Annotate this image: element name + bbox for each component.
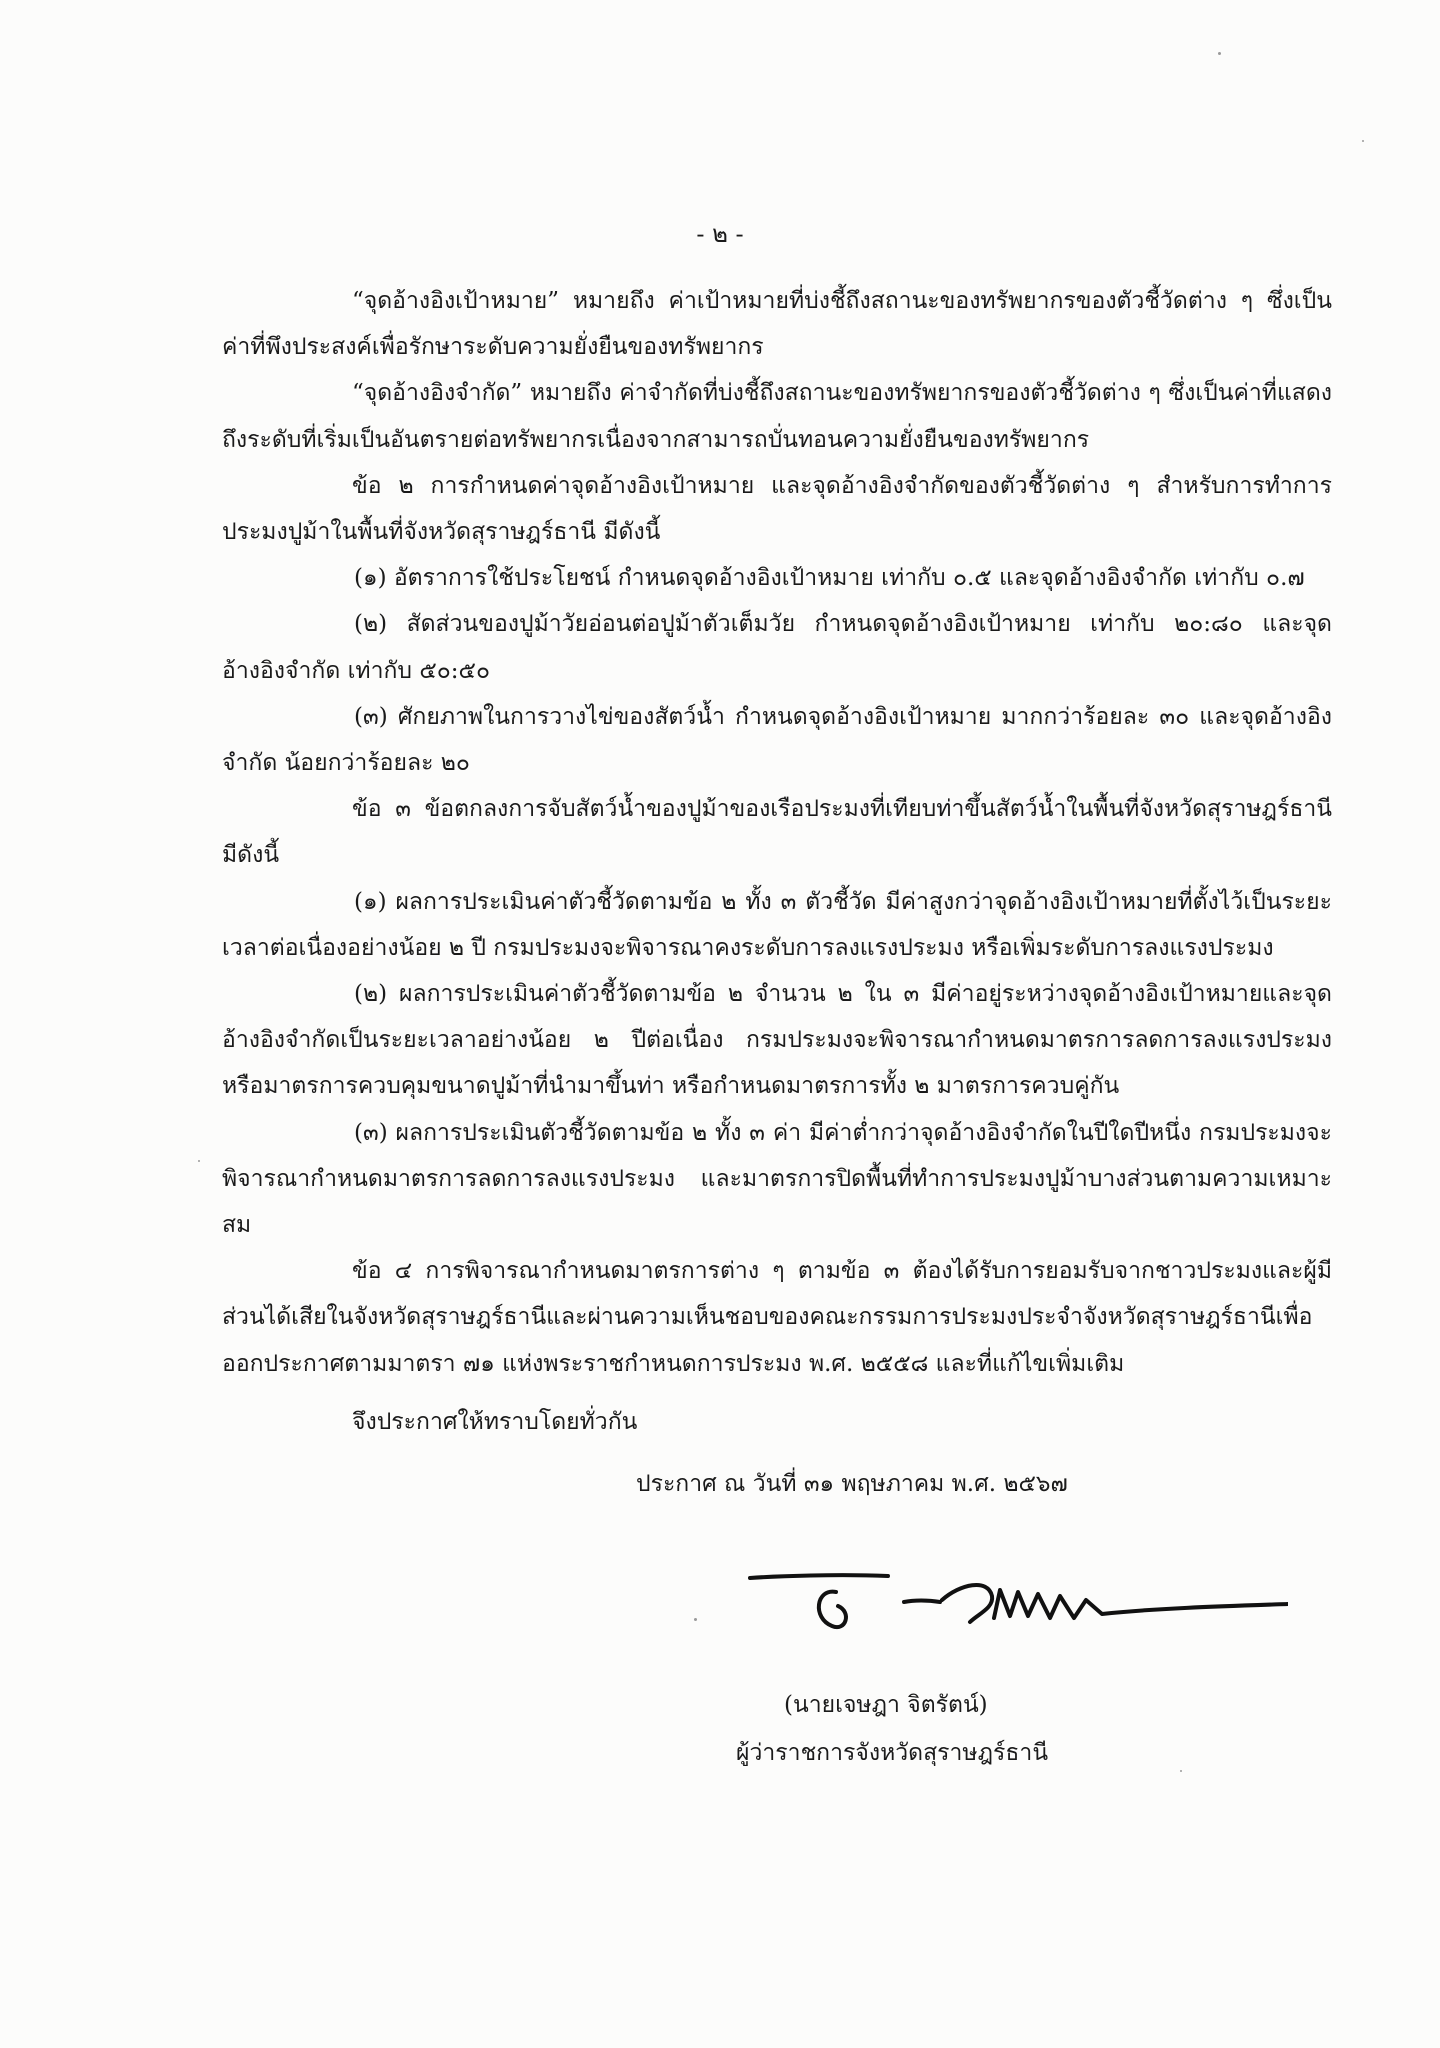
document-body	[222, 278, 1332, 1445]
clause-4: ข้อ ๔ การพิจารณากำหนดมาตรการต่าง ๆ ตามข้อ ๓ ต้องได้รับการยอมรับจากชาวประมงและผู้มีส่วนได้เสียในจังหวัดสุราษฎร์ธานีและผ่านความเห็นชอบของคณะกรรมการประมงประจำจังหวัดสุราษฎร์ธานีเพื่อออกประกาศตามมาตรา ๗๑ แห่งพระราชกำหนดการประมง พ.ศ. ๒๕๕๘ และที่แก้ไขเพิ่มเติม	[222, 1258, 1332, 1377]
scan-speck	[198, 1160, 200, 1162]
clause-2-item-3: (๓) ศักยภาพในการวางไข่ของสัตว์น้ำ กำหนดจุดอ้างอิงเป้าหมาย มากกว่าร้อยละ ๓๐ และจุดอ้างอิงจำกัด น้อยกว่าร้อยละ ๒๐	[222, 703, 1332, 777]
clause-2: ข้อ ๒ การกำหนดค่าจุดอ้างอิงเป้าหมาย และจุดอ้างอิงจำกัดของตัวชี้วัดต่าง ๆ สำหรับการทำการประมงปูม้าในพื้นที่จังหวัดสุราษฎร์ธานี มีดังนี้	[222, 472, 1332, 546]
definition-limit-reference: “จุดอ้างอิงจำกัด” หมายถึง ค่าจำกัดที่บ่งชี้ถึงสถานะของทรัพยากรของตัวชี้วัดต่าง ๆ ซึ่งเป็นค่าที่แสดงถึงระดับที่เริ่มเป็นอันตรายต่อทรัพยากรเนื่องจากสามารถบั่นทอนความยั่งยืนของทรัพยากร	[222, 380, 1332, 453]
scan-speck	[1362, 140, 1364, 142]
handwritten-signature	[688, 1548, 1288, 1658]
clause-3-item-1: (๑) ผลการประเมินค่าตัวชี้วัดตามข้อ ๒ ทั้ง ๓ ตัวชี้วัด มีค่าสูงกว่าจุดอ้างอิงเป้าหมายที่ตั้งไว้เป็นระยะเวลาต่อเนื่องอย่างน้อย ๒ ปี กรมประมงจะพิจารณาคงระดับการลงแรงประมง หรือเพิ่มระดับการลงแรงประมง	[222, 888, 1332, 961]
clause-3-item-3: (๓) ผลการประเมินตัวชี้วัดตามข้อ ๒ ทั้ง ๓ ค่า มีค่าต่ำกว่าจุดอ้างอิงจำกัดในปีใดปีหนึ่ง กรมประมงจะพิจารณากำหนดมาตรการลดการลงแรงประมง และมาตรการปิดพื้นที่ทำการประมงปูม้าบางส่วนตามความเหมาะสม	[222, 1119, 1332, 1239]
announcement-date: ประกาศ ณ วันที่ ๓๑ พฤษภาคม พ.ศ. ๒๕๖๗	[636, 1471, 1068, 1497]
scan-speck	[1218, 52, 1221, 55]
signer-name: (นายเจษฎา จิตรัตน์)	[784, 1692, 988, 1718]
clause-2-item-1: (๑) อัตราการใช้ประโยชน์ กำหนดจุดอ้างอิงเป้าหมาย เท่ากับ ๐.๕ และจุดอ้างอิงจำกัด เท่ากับ ๐.๗	[354, 565, 1305, 592]
page-number: - ๒ -	[696, 220, 744, 248]
scan-speck	[1180, 1770, 1182, 1772]
closing-statement: จึงประกาศให้ทราบโดยทั่วกัน	[352, 1408, 638, 1435]
clause-2-item-2: (๒) สัดส่วนของปูม้าวัยอ่อนต่อปูม้าตัวเต็มวัย กำหนดจุดอ้างอิงเป้าหมาย เท่ากับ ๒๐:๘๐ และจุดอ้างอิงจำกัด เท่ากับ ๕๐:๕๐	[222, 611, 1332, 684]
signer-title: ผู้ว่าราชการจังหวัดสุราษฎร์ธานี	[736, 1740, 1049, 1766]
clause-3: ข้อ ๓ ข้อตกลงการจับสัตว์น้ำของปูม้าของเรือประมงที่เทียบท่าขึ้นสัตว์น้ำในพื้นที่จังหวัดสุราษฎร์ธานี มีดังนี้	[222, 796, 1332, 869]
definition-target-reference: “จุดอ้างอิงเป้าหมาย” หมายถึง ค่าเป้าหมายที่บ่งชี้ถึงสถานะของทรัพยากรของตัวชี้วัดต่าง ๆ ซึ่งเป็นค่าที่พึงประสงค์เพื่อรักษาระดับความยั่งยืนของทรัพยากร	[222, 288, 1332, 361]
scan-speck	[694, 1618, 697, 1621]
clause-3-item-2: (๒) ผลการประเมินค่าตัวชี้วัดตามข้อ ๒ จำนวน ๒ ใน ๓ มีค่าอยู่ระหว่างจุดอ้างอิงเป้าหมายและจุดอ้างอิงจำกัดเป็นระยะเวลาอย่างน้อย ๒ ปีต่อเนื่อง กรมประมงจะพิจารณากำหนดมาตรการลดการลงแรงประมง หรือมาตรการควบคุมขนาดปูม้าที่นำมาขึ้นท่า หรือกำหนดมาตรการทั้ง ๒ มาตรการควบคู่กัน	[222, 981, 1332, 1100]
